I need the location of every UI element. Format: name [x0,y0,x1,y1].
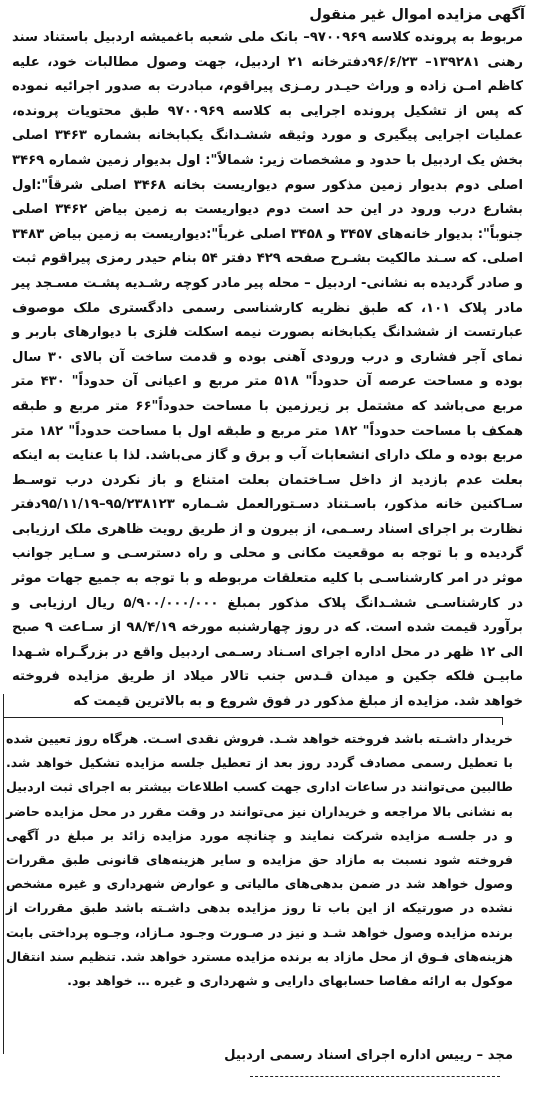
notice-title: آگهی مزایده اموال غیر منقول [309,7,525,23]
notice-paragraph-top: مربوط به پرونده کلاسه ۹۷۰۰۹۶۹– بانک ملی شعبه باغمیشه اردبیل باستناد سند رهنی ۱۳۹۲۸۱– ۹۶/۶/۲۳دفترخانه ۲۱ اردبیل، جهت وصول مطالبات خود، علیه کاظم امـن زاده و وراث حیـدر رمـزی پیراقوم، مبادرت به صدور اجرائیه نموده که پس از تشکیل پرونده اجرایی به کلاسه ۹۷۰۰۹۶۹ طبق محتویات پرونده، عملیات اجرایی پیگیری و مورد وثیقه ششـدانگ یکبابخانه بشماره ۳۴۶۳ اصلی بخش یک اردبیل با حدود و مشخصات زیر: شمالاً": اول بدیوار زمین شماره ۳۴۶۹ اصلی دوم بدیوار زمین مذکور سوم دیواریست بخانه ۳۴۶۸ اصلی شرقاً":اول بشارع درب ورود در این حد است دوم دیواریست به زمین بیاض ۳۴۶۲ اصلی جنوباً": بدیوار خانه‌های ۳۴۵۷ و ۳۴۵۸ اصلی غرباً":دیواریست به زمین بیاض ۳۴۸۳ اصلی. که سـند مالکیت بشـرح صفحه ۴۲۹ دفتر ۵۴ بنام حیدر رمزی پیراقوم ثبت و صادر گردیده به نشانی- اردبیل – محله پیر مادر کوچه رشـدیه پشـت مسـجد پیر مادر پلاک ۱۰۱، که طبق نظریه کارشناسی رسمی دادگستری ملک موصوف عبارتست از ششدانگ یکبابخانه بصورت نیمه اسکلت فلزی با دیوارهای باربر و نمای آجر فشاری و درب ورودی آهنی بوده و قدمت ساخت آن بالای ۳۰ سال بوده و مساحت عرصه آن حدوداً" ۵۱۸ متر مربع و اعیانی آن حدوداً" ۴۳۰ متر مربع می‌باشد که مشتمل بر زیرزمین با مساحت حدوداً"۶۶ متر مربع و طبقه همکف با مساحت حدوداً" ۱۸۲ متر مربع و طبقه اول با مساحت حدوداً" ۱۸۲ متر مربع بوده و ملک دارای انشعابات آب و برق و گاز می‌باشد. لذا با عنایت به اینکه بعلت عدم بازدید از داخل سـاختمان بعلت امتناع و باز نکردن درب توسـط سـاکنین خانه مذکور، باسـتناد دسـتورالعمل شـماره ۹۵/۲۳۸۱۲۳–۹۵/۱۱/۱۹دفتر نظارت بر اجرای اسناد رسـمی، از بیرون و از طریق رویت ظاهری ملک ارزیابی گردیده و با توجه به موقعیت مکانی و محلی و راه دسترسـی و سـایر جوانب موثر در امر کارشناسـی با کلیه متعلقات مربوطه و با توجه به جمیع جهات موثر در کارشناسـی ششـدانگ پلاک مذکور بمبلغ ۵/۹۰۰/۰۰۰/۰۰۰ ریال ارزیابی و برآورد قیمت شده است. که در روز چهارشنبه مورخه ۹۸/۴/۱۹ از سـاعت ۹ صبح الی ۱۲ ظهر در محل اداره اجرای اسـناد رسـمی اردبیل واقع در بزرگـراه شـهدا مابیـن فلکه جکین و میدان قـدس جنب تالار میلاد از طریق مزایده فروخته خواهد شد. مزایده از مبلغ مذکور در فوق شروع و به بالاترین قیمت که [12,30,524,710]
signature-dashed-line [250,1076,500,1077]
column-divider-vertical [3,694,4,1054]
notice-signature: مجد – رییس اداره اجرای اسناد رسمی اردبیل [224,1048,513,1063]
column-divider-right [502,717,503,725]
notice-paragraph-bottom: خریدار داشـته باشد فروخته خواهد شـد. فروش نقدی اسـت. هرگاه روز تعیین شده با تعطیل رسمی مصادف گردد روز بعد از تعطیل جلسه مزایده تشکیل خواهد شد. طالبین می‌توانند در ساعات اداری جهت کسب اطلاعات بیشتر به اجرای ثبت اردبیل به نشانی بالا مراجعه و خریداران نیز می‌توانند در وقت مقرر در محل مزایده حاضر و در جلسـه مزایده شرکت نمایند و چنانچه مورد مزایده زائد بر مبلغ در آگهی فروخته شود نسبت به مازاد حق مزایده و سایر هزینه‌های قانونی طبق مقررات وصول خواهد شد در ضمن بدهی‌های مالیاتی و عوارض شهرداری و غیره مشخص نشده در صورتیکه از این باب تا روز مزایده بدهی داشـته باشد طبق مقررات از برنده مزایده وصول خواهد شـد و نیز در صـورت وجـود مـازاد، وجـوه پرداختی بابت هزینه‌های فـوق از محل مازاد به برنده مزایده مسترد خواهد شد. تنظیم سند انتقال موکول به ارائه مفاصا حسابهای دارایی و شهرداری و غیره … خواهد بود. [6,731,513,989]
column-divider-horizontal [3,717,503,718]
